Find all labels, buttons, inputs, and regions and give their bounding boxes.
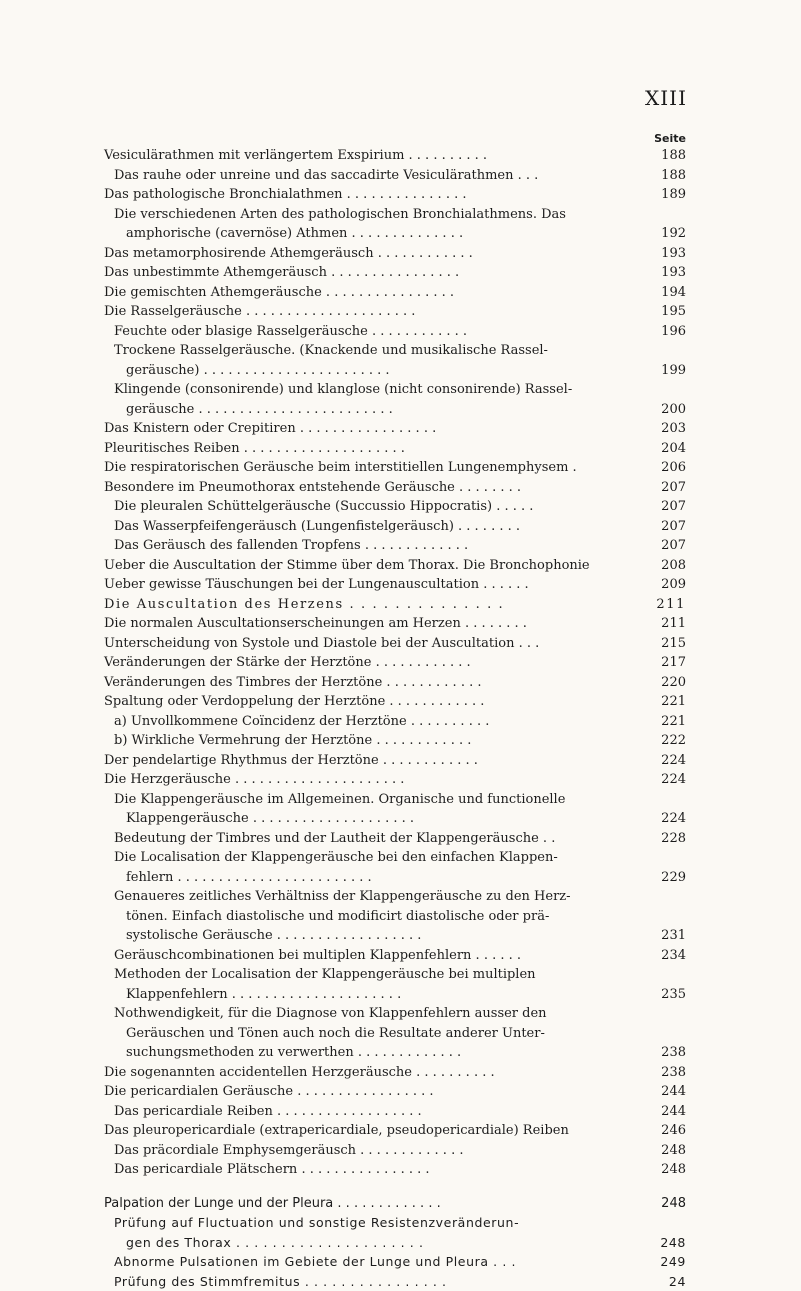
toc-entry-title [114,1141,801,1161]
toc-entry-page: 224 [661,751,686,771]
toc-entry-page: 208 [661,556,686,576]
toc-entry-page: 222 [661,731,686,751]
toc-entry [0,1252,801,1272]
toc-entry-page: 248 [661,1141,686,1161]
toc-entry [0,1141,801,1161]
toc-entry [0,1063,801,1083]
toc-entry-line: systolische Geräusche . . . . . . . . . . . . . . . . . . [114,926,801,946]
toc-entry-line: Das pericardiale Reiben . . . . . . . . . . . . . . . . . . [114,1102,801,1122]
toc-entry-title [114,380,801,419]
toc-entry-page: 207 [661,536,686,556]
toc-entry-line: Die Rasselgeräusche . . . . . . . . . . . . . . . . . . . . . [104,302,801,322]
toc-entry-page: 248 [661,1194,686,1214]
toc-entry-line: amphorische (cavernöse) Athmen . . . . . . . . . . . . . . [114,224,801,244]
toc-entry-page: 234 [661,946,686,966]
toc-entry-title [114,166,801,186]
toc-entry-line: Methoden der Localisation der Klappengeräusche bei multiplen [114,965,801,985]
toc-entry [0,946,801,966]
toc-entry [0,205,801,244]
toc-entry-title [114,497,801,517]
toc-entry [0,341,801,380]
toc-entry [0,575,801,595]
toc-entry-page: 238 [661,1043,686,1063]
toc-entry-title [104,751,801,771]
toc-entry-line: gen des Thorax . . . . . . . . . . . . . . . . . . . . . [114,1233,801,1253]
toc-entry-line: Geräuschcombinationen bei multiplen Klappenfehlern . . . . . . [114,946,801,966]
toc-entry [0,634,801,654]
toc-entry-title [114,965,801,1004]
toc-entry-line: Bedeutung der Timbres und der Lautheit der Klappengeräusche . . [114,829,801,849]
toc-entry-line: tönen. Einfach diastolische und modificirt diastolische oder prä- [114,907,801,927]
toc-entry-line: Klappengeräusche . . . . . . . . . . . . . . . . . . . . [114,809,801,829]
toc-entry-title [114,946,801,966]
toc-entry-page: 204 [661,439,686,459]
toc-entry [0,1121,801,1141]
toc-entry-line: Vesiculärathmen mit verlängertem Exspirium . . . . . . . . . . [104,146,801,166]
toc-entry-line: Die gemischten Athemgeräusche . . . . . . . . . . . . . . . . [104,283,801,303]
toc-entry-page: 217 [661,653,686,673]
toc-entry-line: geräusche . . . . . . . . . . . . . . . . . . . . . . . . [114,400,801,420]
toc-entry-title [114,1272,801,1291]
toc-entry-title [104,634,801,654]
toc-entry-line: Das rauhe oder unreine und das saccadirte Vesiculärathmen . . . [114,166,801,186]
toc-entry [0,244,801,264]
toc-entry [0,1272,801,1291]
toc-entry-title [114,848,801,887]
toc-entry-title [104,263,801,283]
toc-entry-page: 192 [661,224,686,244]
toc-entry-title [104,595,801,615]
toc-entry-title [104,614,801,634]
toc-entry-page: 211 [661,614,686,634]
toc-entry-line: Das Geräusch des fallenden Tropfens . . . . . . . . . . . . . [114,536,801,556]
toc-entry-line: Nothwendigkeit, für die Diagnose von Klappenfehlern ausser den [114,1004,801,1024]
toc-entry-title [104,575,801,595]
toc-entry-line: Das Knistern oder Crepitiren . . . . . . . . . . . . . . . . . [104,419,801,439]
toc-entry-title [114,322,801,342]
toc-entry-line: Klingende (consonirende) und klanglose (nicht consonirende) Rassel- [114,380,801,400]
toc-entry-title [104,419,801,439]
toc-entry [0,478,801,498]
toc-entry-line: Das pathologische Bronchialathmen . . . . . . . . . . . . . . . [104,185,801,205]
toc-entry-line: Prüfung des Stimmfremitus . . . . . . . . . . . . . . . . [114,1272,801,1291]
toc-entry-line: Das pleuropericardiale (extrapericardiale, pseudopericardiale) Reiben [104,1121,801,1141]
toc-entry-page: 231 [661,926,686,946]
toc-entry-title [104,1063,801,1083]
toc-entry-page: 221 [661,692,686,712]
toc-entry-page: 200 [661,400,686,420]
toc-entry [0,263,801,283]
toc-entry [0,731,801,751]
toc-entry-title [114,1004,801,1063]
toc-entry-page: 189 [661,185,686,205]
toc-entry-line: Abnorme Pulsationen im Gebiete der Lunge und Pleura . . . [114,1252,801,1272]
toc-entry [0,146,801,166]
toc-entry [0,712,801,732]
toc-entry [0,166,801,186]
toc-entry [0,790,801,829]
toc-entry [0,556,801,576]
toc-entry [0,595,801,615]
toc-entry-line: Das pericardiale Plätschern . . . . . . . . . . . . . . . . [114,1160,801,1180]
toc-entry-line: Prüfung auf Fluctuation und sonstige Resistenzveränderun- [114,1213,801,1233]
toc-entry [0,614,801,634]
toc-entry-page: 209 [661,575,686,595]
toc-entry-line: Ueber gewisse Täuschungen bei der Lungenauscultation . . . . . . [104,575,801,595]
toc-entry [0,1082,801,1102]
toc-entry-line: fehlern . . . . . . . . . . . . . . . . . . . . . . . . [114,868,801,888]
toc-entry [0,458,801,478]
toc-entry-title [104,653,801,673]
toc-entry-title [114,887,801,946]
toc-entry-page: 224 [661,770,686,790]
toc-entry-page: 229 [661,868,686,888]
toc-entry-page: 193 [661,263,686,283]
toc-entry-title [114,517,801,537]
toc-entry [0,380,801,419]
toc-entry [0,965,801,1004]
toc-entry-title [104,556,801,576]
toc-entry-line: Trockene Rasselgeräusche. (Knackende und musikalische Rassel- [114,341,801,361]
toc-entry-line: a) Unvollkommene Coïncidenz der Herztöne . . . . . . . . . . [114,712,801,732]
toc-entry-page: 206 [661,458,686,478]
toc-entry-page: 221 [661,712,686,732]
toc-entry-line: Unterscheidung von Systole und Diastole bei der Auscultation . . . [104,634,801,654]
toc-entry-title [104,673,801,693]
toc-entry [0,829,801,849]
toc-entry-line: Das metamorphosirende Athemgeräusch . . . . . . . . . . . . [104,244,801,264]
toc-entry-line: Die verschiedenen Arten des pathologischen Bronchialathmens. Das [114,205,801,225]
toc-entry-line: Pleuritisches Reiben . . . . . . . . . . . . . . . . . . . . [104,439,801,459]
toc-entry-line: suchungsmethoden zu verwerthen . . . . . . . . . . . . . [114,1043,801,1063]
toc-entry-title [104,1194,801,1214]
toc-entry [0,1194,801,1214]
toc-entry-line: Die pleuralen Schüttelgeräusche (Succussio Hippocratis) . . . . . [114,497,801,517]
toc-entry [0,673,801,693]
toc-entry-line: Das präcordiale Emphysemgeräusch . . . . . . . . . . . . . [114,1141,801,1161]
toc-entry-page: 203 [661,419,686,439]
toc-entry [0,1213,801,1252]
toc-entry-title [114,536,801,556]
toc-entry-line: Der pendelartige Rhythmus der Herztöne . . . . . . . . . . . . [104,751,801,771]
toc-entry-title [104,1121,801,1141]
toc-entry-line: Die Localisation der Klappengeräusche bei den einfachen Klappen- [114,848,801,868]
toc-entry [0,497,801,517]
toc-entry-line: b) Wirkliche Vermehrung der Herztöne . . . . . . . . . . . . [114,731,801,751]
toc-entry-page: 228 [661,829,686,849]
toc-entry-line: Das unbestimmte Athemgeräusch . . . . . . . . . . . . . . . . [104,263,801,283]
toc-entry-page: 238 [661,1063,686,1083]
toc-entry-line: Die sogenannten accidentellen Herzgeräusche . . . . . . . . . . [104,1063,801,1083]
toc-entry [0,185,801,205]
toc-entry-line: Veränderungen der Stärke der Herztöne . . . . . . . . . . . . [104,653,801,673]
toc-entry-line: Klappenfehlern . . . . . . . . . . . . . . . . . . . . . [114,985,801,1005]
toc-entry-title [104,185,801,205]
toc-entry-title [104,439,801,459]
toc-entry-title [104,1082,801,1102]
table-of-contents [0,146,801,1291]
toc-entry-page: 188 [661,166,686,186]
toc-entry-page: 194 [661,283,686,303]
toc-entry-title [104,283,801,303]
toc-entry-line: Die pericardialen Geräusche . . . . . . . . . . . . . . . . . [104,1082,801,1102]
toc-entry-title [114,790,801,829]
toc-entry-page: 195 [661,302,686,322]
toc-entry [0,1160,801,1180]
toc-entry-line: Die normalen Auscultationserscheinungen am Herzen . . . . . . . . [104,614,801,634]
toc-entry [0,283,801,303]
toc-entry-title [104,302,801,322]
toc-entry-title [114,1213,801,1252]
toc-entry-line: Ueber die Auscultation der Stimme über dem Thorax. Die Bronchophonie [104,556,801,576]
toc-entry [0,848,801,887]
toc-entry [0,751,801,771]
toc-entry [0,536,801,556]
toc-entry-line: Die Herzgeräusche . . . . . . . . . . . . . . . . . . . . . [104,770,801,790]
toc-entry [0,653,801,673]
toc-entry [0,439,801,459]
toc-entry-line: Das Wasserpfeifengeräusch (Lungenfistelgeräusch) . . . . . . . . [114,517,801,537]
toc-entry-page: 224 [661,809,686,829]
toc-entry-line: Die Klappengeräusche im Allgemeinen. Organische und functionelle [114,790,801,810]
toc-entry-page: 188 [661,146,686,166]
toc-entry [0,517,801,537]
toc-entry-title [114,205,801,244]
toc-entry-line: Die Auscultation des Herzens . . . . . . . . . . . . . . [104,595,801,615]
toc-entry-title [104,244,801,264]
toc-entry [0,322,801,342]
toc-entry-page: 235 [661,985,686,1005]
toc-entry-title [114,1252,801,1272]
toc-entry [0,1102,801,1122]
toc-entry-line: Die respiratorischen Geräusche beim interstitiellen Lungenemphysem . [104,458,801,478]
toc-entry-line: Veränderungen des Timbres der Herztöne . . . . . . . . . . . . [104,673,801,693]
toc-entry-line: Palpation der Lunge und der Pleura . . . . . . . . . . . . . [104,1194,801,1214]
toc-entry [0,1004,801,1063]
toc-entry-line: Genaueres zeitliches Verhältniss der Klappengeräusche zu den Herz- [114,887,801,907]
toc-entry-title [104,478,801,498]
toc-entry [0,887,801,946]
toc-entry-page: 207 [661,478,686,498]
toc-entry-page: 244 [661,1102,686,1122]
toc-entry-page: 248 [661,1160,686,1180]
toc-entry-title [114,712,801,732]
toc-entry-line: Besondere im Pneumothorax entstehende Geräusche . . . . . . . . [104,478,801,498]
toc-entry-title [114,829,801,849]
toc-entry-title [114,1102,801,1122]
toc-entry-page: 196 [661,322,686,342]
toc-entry-line: Feuchte oder blasige Rasselgeräusche . . . . . . . . . . . . [114,322,801,342]
toc-entry-page: 215 [661,634,686,654]
toc-entry-line: Geräuschen und Tönen auch noch die Resultate anderer Unter- [114,1024,801,1044]
toc-entry-line: geräusche) . . . . . . . . . . . . . . . . . . . . . . . [114,361,801,381]
toc-entry [0,770,801,790]
toc-entry-title [104,146,801,166]
toc-entry-title [114,341,801,380]
toc-entry-page: 207 [661,517,686,537]
page-column-heading: Seite [654,132,686,145]
toc-entry-page: 249 [660,1252,686,1272]
toc-entry-title [104,770,801,790]
toc-entry-page: 211 [656,595,686,615]
toc-entry [0,302,801,322]
toc-entry-line: Spaltung oder Verdoppelung der Herztöne . . . . . . . . . . . . [104,692,801,712]
toc-entry-title [114,1160,801,1180]
toc-entry-page: 199 [661,361,686,381]
toc-entry-page: 24 [669,1272,686,1291]
toc-entry-page: 244 [661,1082,686,1102]
toc-entry-page: 193 [661,244,686,264]
toc-entry-page: 246 [661,1121,686,1141]
toc-entry [0,419,801,439]
toc-entry-page: 207 [661,497,686,517]
toc-entry-page: 248 [660,1233,686,1253]
toc-entry-title [114,731,801,751]
page-number: XIII [645,86,687,110]
toc-entry-page: 220 [661,673,686,693]
toc-entry-title [104,692,801,712]
toc-entry-title [104,458,801,478]
toc-entry [0,692,801,712]
